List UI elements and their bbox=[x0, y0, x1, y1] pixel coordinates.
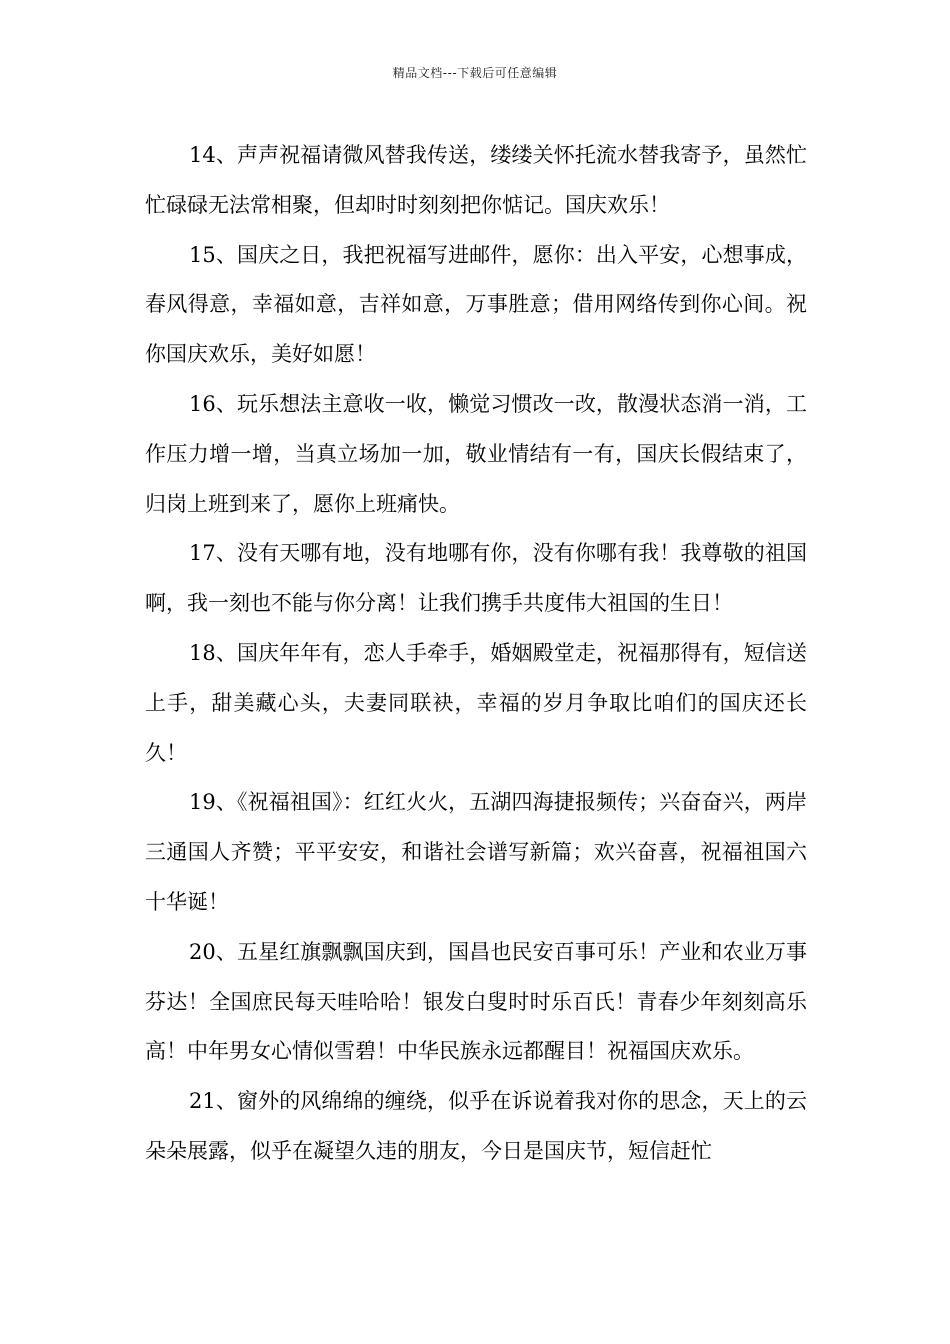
paragraph-21: 21、窗外的风绵绵的缠绕，似乎在诉说着我对你的思念，天上的云朵朵展露，似乎在凝望久违的朋友，今日是国庆节，短信赶忙 bbox=[145, 1089, 807, 1163]
paragraph-18: 18、国庆年年有，恋人手牵手，婚姻殿堂走，祝福那得有，短信送上手，甜美藏心头，夫妻同联袂，幸福的岁月争取比咱们的国庆还长久！ bbox=[145, 640, 807, 765]
paragraph-14: 14、声声祝福请微风替我传送，缕缕关怀托流水替我寄予，虽然忙忙碌碌无法常相聚，但却时时刻刻把你惦记。国庆欢乐！ bbox=[145, 143, 807, 217]
paragraph-17: 17、没有天哪有地，没有地哪有你，没有你哪有我！我尊敬的祖国啊，我一刻也不能与你分离！让我们携手共度伟大祖国的生日！ bbox=[145, 541, 807, 616]
paragraph-20: 20、五星红旗飘飘国庆到，国昌也民安百事可乐！产业和农业万事芬达！全国庶民每天哇哈哈！银发白叟时时乐百氏！青春少年刻刻高乐高！中年男女心情似雪碧！中华民族永远都醒目！祝福国庆欢乐。 bbox=[145, 939, 807, 1064]
paragraph-15: 15、国庆之日，我把祝福写进邮件，愿你：出入平安，心想事成，春风得意，幸福如意，吉祥如意，万事胜意；借用网络传到你心间。祝你国庆欢乐，美好如愿！ bbox=[145, 242, 807, 367]
paragraph-16: 16、玩乐想法主意收一收，懒觉习惯改一改，散漫状态消一消，工作压力增一增，当真立场加一加，敬业情结有一有，国庆长假结束了，归岗上班到来了，愿你上班痛快。 bbox=[145, 391, 807, 516]
document-body bbox=[145, 131, 807, 1177]
paragraph-19: 19、《祝福祖国》：红红火火，五湖四海捷报频传；兴奋奋兴，两岸三通国人齐赞；平平安安，和谐社会谱写新篇；欢兴奋喜，祝福祖国六十华诞！ bbox=[145, 790, 807, 914]
page-header: 精品文档---下载后可任意编辑 bbox=[392, 66, 558, 80]
